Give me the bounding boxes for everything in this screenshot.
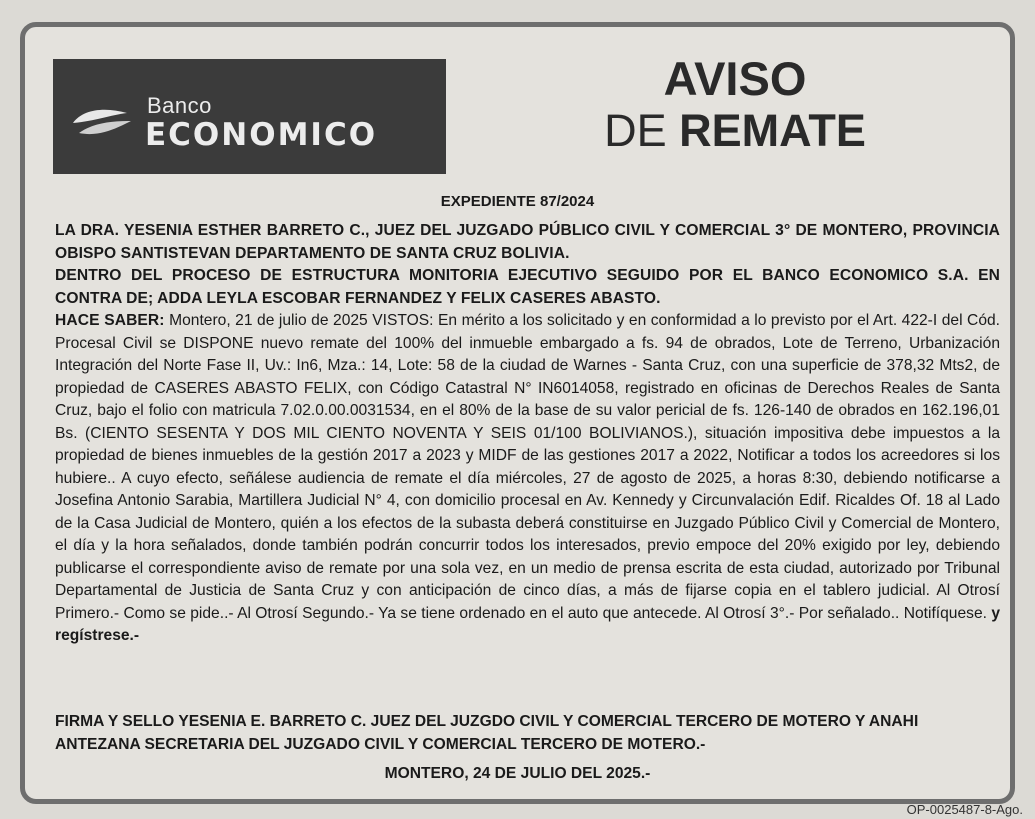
bank-logo xyxy=(53,59,446,174)
notice-frame xyxy=(20,22,1015,804)
logo-text-small: Banco xyxy=(147,93,212,118)
hace-saber-text: Montero, 21 de julio de 2025 VISTOS: En mérito a los solicitado y en conformidad a lo previsto por el Art. 422-I del Cód. Procesal Civil se DISPONE nuevo remate del 100% del inmueble embargado a fs. 94 de obrados, Lote de Terreno, Urbanización Integración del Norte Fase II, Uv.: In6, Mza.: 14, Lote: 58 de la ciudad de Warnes - Santa Cruz, con una superficie de 378,32 Mts2, de propiedad de CASERES ABASTO FELIX, con Código Catastral N° IN6014058, registrado en oficinas de Derechos Reales de Santa Cruz, bajo el folio con matricula 7.02.0.00.0031534, en el 80% de la base de su valor pericial de fs. 126-140 de obrados en 162.196,01 Bs. (CIENTO SESENTA Y DOS MIL CIENTO NOVENTA Y SEIS 01/100 BOLIVIANOS.), situación impositiva debe impuestos a la propiedad de bienes inmuebles de la gestión 2017 a 2023 y MIDF de las gestiones 2017 a 2022, Notificar a todos los acreedores si los hubiere.. A cuyo efecto, señálese audiencia de remate el día miércoles, 27 de agosto de 2025, a horas 8:30, debiendo notificarse a Josefina Antonio Sarabia, Martillera Judicial N° 4, con domicilio procesal en Av. Kennedy y Circunvalación Edif. Ricaldes Of. 18 al Lado de la Casa Judicial de Montero, quién a los efectos de la subasta deberá constituirse en Juzgado Público Civil y Comercial de Montero, el día y la hora señalados, donde también podrán concurrir todos los interesados, previo empoce del 20% exigido por ley, debiendo publicarse el correspondiente aviso de remate por una sola vez, en un medio de prensa escrita de esta ciudad, autorizado por Tribunal Departamental de Justicia de Santa Cruz y con anticipación de cinco días, a más de fijarse copia en el tablero judicial. Al Otrosí Primero.- Como se pide..- Al Otrosí Segundo.- Ya se tiene ordenado en el auto que antecede. Al Otrosí 3°.- Por señalado.. Notifíquese. xyxy=(55,312,1000,622)
title-line-2-bold: REMATE xyxy=(679,105,866,156)
logo-text-big: ECONOMICO xyxy=(145,117,378,153)
hace-saber-paragraph xyxy=(55,310,1000,648)
signature-block: FIRMA Y SELLO YESENIA E. BARRETO C. JUEZ DEL JUZGDO CIVIL Y COMERCIAL TERCERO DE MOTERO Y ANAHI ANTEZANA SECRETARIA DEL JUZGADO CIVIL Y COMERCIAL TERCERO DE MOTERO.- xyxy=(55,713,919,753)
publication-ref: OP-0025487-8-Ago. xyxy=(906,802,1023,817)
case-number: EXPEDIENTE 87/2024 xyxy=(440,193,595,210)
title-line-2 xyxy=(455,105,1015,157)
title-line-2-prefix: DE xyxy=(604,105,680,156)
registrese-text: y regístrese.- xyxy=(55,604,1000,644)
bank-logo-icon xyxy=(71,103,133,143)
notice-body xyxy=(55,220,1000,648)
judge-paragraph: LA DRA. YESENIA ESTHER BARRETO C., JUEZ DEL JUZGADO PÚBLICO CIVIL Y COMERCIAL 3° DE MONTERO, PROVINCIA OBISPO SANTISTEVAN DEPARTAMENTO DE SANTA CRUZ BOLIVIA. xyxy=(55,222,1000,262)
closing-date: MONTERO, 24 DE JULIO DEL 2025.- xyxy=(384,765,651,782)
notice-title xyxy=(455,53,1015,157)
title-line-1: AVISO xyxy=(663,52,807,105)
hace-saber-label: HACE SABER: xyxy=(55,312,165,329)
process-paragraph: DENTRO DEL PROCESO DE ESTRUCTURA MONITORIA EJECUTIVO SEGUIDO POR EL BANCO ECONOMICO S.A. EN CONTRA DE; ADDA LEYLA ESCOBAR FERNANDEZ Y FELIX CASERES ABASTO. xyxy=(55,267,1000,307)
